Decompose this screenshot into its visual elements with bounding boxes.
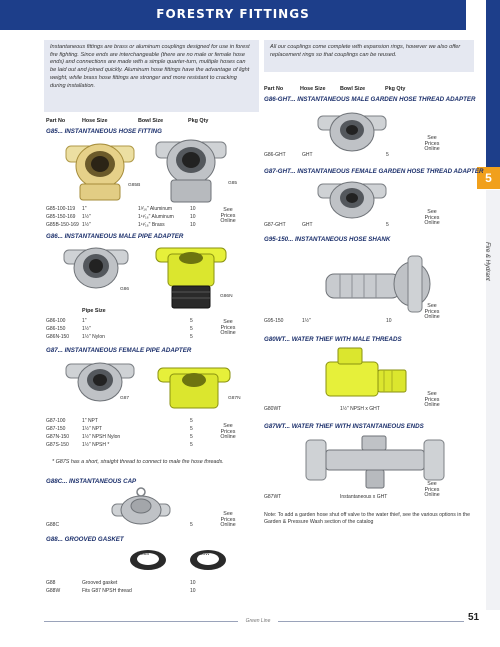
g87-ght-pkg: 5 <box>386 222 389 228</box>
g87wt-see-prices-link[interactable] <box>418 482 446 499</box>
see-prices-line3: Online <box>424 314 440 321</box>
g87-row3-part: G87N-150 <box>46 434 70 440</box>
see-prices-line1: See <box>223 207 233 213</box>
g86-see-prices-link[interactable] <box>214 320 242 337</box>
g85-row3-hose: 1½" <box>82 222 91 228</box>
g80wt-title: G80WT... WATER THIEF WITH MALE THREADS <box>264 336 402 343</box>
see-prices-line2: Prices <box>220 324 236 331</box>
intro-text-left: Instantaneous fittings are brass or aluminum couplings designed for use in forest fire fighting. Since ends are interchangeable (there are no male or female hose ends) and connections are made with a simple quarter-turn, multiple hoses can be laid out and joined quickly. Aluminum hose fittings have the advantage of light weight, while brass hose fittings are stronger and more resistant to cracking during installation. <box>44 40 259 112</box>
side-strip <box>486 0 500 170</box>
g87-row3-size: 1½" NPSH Nylon <box>82 434 121 440</box>
g88c-row-pkg: 5 <box>190 522 193 528</box>
g86-ght-title: G86-GHT... INSTANTANEOUS MALE GARDEN HOSE THREAD ADAPTER <box>264 96 476 103</box>
water-thief-note: Note: To add a garden hose shut off valve to the water thief, see the various options in the Garden & Pressure Wash section of the catalog <box>264 512 470 526</box>
g95-see-prices-link[interactable] <box>418 304 446 321</box>
g87-aluminum-adapter-image <box>62 358 138 412</box>
g85-label: G85 <box>228 181 238 186</box>
g85-row2-bowl: 1¹¹⁄₁₆" Aluminum <box>138 214 174 220</box>
see-prices-line3: Online <box>424 492 440 499</box>
g80wt-water-thief-image <box>322 344 422 402</box>
g87n-label: G87N <box>228 396 241 401</box>
g88-row2-part: G88W <box>46 588 61 594</box>
g85-row1-part: G85-100-119 <box>46 206 76 212</box>
see-prices-line2: Prices <box>220 428 236 435</box>
g88-row1-part: G88 <box>46 580 56 586</box>
header-pkg-qty: Pkg Qty <box>188 118 209 124</box>
g87-title: G87... INSTANTANEOUS FEMALE PIPE ADAPTER <box>46 347 192 354</box>
g87n-nylon-adapter-image <box>154 362 234 414</box>
g86-ght-adapter-image <box>314 108 390 154</box>
g95-part: G95-150 <box>264 318 284 324</box>
g87-row4-size: 1½" NPSH * <box>82 442 110 448</box>
see-prices-line3: Online <box>424 220 440 227</box>
g86-row1-part: G86-100 <box>46 318 66 324</box>
g86-pipe-size-header: Pipe Size <box>82 308 106 314</box>
g86n-label: G86N <box>220 294 233 299</box>
see-prices-line1: See <box>427 391 437 397</box>
g88-title: G88... GROOVED GASKET <box>46 536 124 543</box>
g87-ght-adapter-image <box>314 178 390 222</box>
g86-row1-pkg: 5 <box>190 318 193 324</box>
g86-row2-size: 1½" <box>82 326 91 332</box>
g87-ght-part: G87-GHT <box>264 222 286 228</box>
g87wt-part: G87WT <box>264 494 282 500</box>
g80wt-threads: 1½" NPSH x GHT <box>340 406 380 412</box>
g87-row1-part: G87-100 <box>46 418 66 424</box>
see-prices-line2: Prices <box>220 516 236 523</box>
footer-logo: Green Line <box>238 617 278 625</box>
g80wt-part: G80WT <box>264 406 282 412</box>
g85-row1-pkg: 10 <box>190 206 196 212</box>
g85-row2-hose: 1½" <box>82 214 91 220</box>
see-prices-line3: Online <box>220 218 236 225</box>
g87-see-prices-link[interactable] <box>214 424 242 441</box>
see-prices-line3: Online <box>220 522 236 529</box>
see-prices-line3: Online <box>424 146 440 153</box>
g87-ght-see-prices-link[interactable] <box>418 210 446 227</box>
g85-row2-pkg: 10 <box>190 214 196 220</box>
see-prices-line2: Prices <box>424 486 440 493</box>
page-number: 51 <box>468 612 480 623</box>
g86-row3-pkg: 5 <box>190 334 193 340</box>
see-prices-line3: Online <box>424 402 440 409</box>
g87-row4-pkg: 5 <box>190 442 193 448</box>
g88-row2-pkg: 10 <box>190 588 196 594</box>
see-prices-line1: See <box>427 209 437 215</box>
g95-title: G95-150... INSTANTANEOUS HOSE SHANK <box>264 236 391 243</box>
g87-row1-size: 1" NPT <box>82 418 98 424</box>
right-header-part-no: Part No <box>264 86 284 92</box>
g88-label: G88 <box>140 552 150 557</box>
g87-label: G87 <box>120 396 130 401</box>
see-prices-line1: See <box>427 135 437 141</box>
g86-row1-size: 1" <box>82 318 87 324</box>
g86-row2-pkg: 5 <box>190 326 193 332</box>
see-prices-line2: Prices <box>424 308 440 315</box>
g85-row1-bowl: 1³⁄₁₆" Aluminum <box>138 206 173 212</box>
right-header-pkg-qty: Pkg Qty <box>385 86 406 92</box>
g86-label: G86 <box>120 287 130 292</box>
see-prices-line2: Prices <box>424 396 440 403</box>
g86-row3-part: G86N-150 <box>46 334 70 340</box>
g85-row3-part: G85B-150-169 <box>46 222 79 228</box>
g85-row2-part: G85-150-169 <box>46 214 76 220</box>
g95-pkg: 10 <box>386 318 392 324</box>
g88c-cap-image <box>110 486 172 528</box>
g87-row3-pkg: 5 <box>190 434 193 440</box>
g87-ght-title: G87-GHT... INSTANTANEOUS FEMALE GARDEN HOSE THREAD ADAPTER <box>264 168 484 175</box>
g87wt-title: G87WT... WATER THIEF WITH INSTANTANEOUS ENDS <box>264 423 424 430</box>
g85-row3-bowl: 1¹¹⁄₁₆" Brass <box>138 222 165 228</box>
g88w-gasket-image <box>188 546 228 572</box>
see-prices-line1: See <box>223 511 233 517</box>
see-prices-line2: Prices <box>424 214 440 221</box>
see-prices-line2: Prices <box>220 212 236 219</box>
g88-row2-desc: Fits G87 NPSH thread <box>82 588 132 594</box>
g88-row1-pkg: 10 <box>190 580 196 586</box>
g85b-brass-fitting-image <box>60 138 140 204</box>
see-prices-line3: Online <box>220 434 236 441</box>
see-prices-line2: Prices <box>424 140 440 147</box>
g87-row4-part: G87S-150 <box>46 442 69 448</box>
g95-hose: 1½" <box>302 318 311 324</box>
g85-aluminum-fitting-image <box>150 134 232 206</box>
see-prices-line3: Online <box>220 330 236 337</box>
g87-ght-hose: GHT <box>302 222 313 228</box>
right-header-bowl-size: Bowl Size <box>340 86 366 92</box>
g85b-label: G85B <box>128 183 141 188</box>
g87s-note: * G87S has a short, straight thread to connect to male fire hose threads. <box>52 459 224 465</box>
g85-row3-pkg: 10 <box>190 222 196 228</box>
g88c-row-part: G88C <box>46 522 60 528</box>
g88w-label: G88W <box>196 552 210 557</box>
g86-ght-see-prices-link[interactable] <box>418 136 446 153</box>
header-part-no: Part No <box>46 118 66 124</box>
see-prices-line1: See <box>427 481 437 487</box>
g87-row1-pkg: 5 <box>190 418 193 424</box>
see-prices-line1: See <box>427 303 437 309</box>
g86-ght-pkg: 5 <box>386 152 389 158</box>
right-header-hose-size: Hose Size <box>300 86 326 92</box>
g87wt-ends: Instantaneous x GHT <box>340 494 388 500</box>
g86-ght-hose: GHT <box>302 152 313 158</box>
section-tab[interactable]: 5 <box>477 167 500 189</box>
page-title: FORESTRY FITTINGS <box>156 7 310 21</box>
g85-see-prices-link[interactable] <box>214 208 242 225</box>
g86-ght-part: G86-GHT <box>264 152 286 158</box>
g86-row2-part: G86-150 <box>46 326 66 332</box>
intro-text-right: All our couplings come complete with expansion rings, however we also offer replacement rings so that couplings can be reused. <box>264 40 474 72</box>
g86-row3-size: 1½" Nylon <box>82 334 105 340</box>
g87-row2-part: G87-150 <box>46 426 66 432</box>
see-prices-line1: See <box>223 423 233 429</box>
g86-title: G86... INSTANTANEOUS MALE PIPE ADAPTER <box>46 233 184 240</box>
g85-row1-hose: 1" <box>82 206 87 212</box>
g87-row2-pkg: 5 <box>190 426 193 432</box>
g88-gasket-image <box>128 546 168 572</box>
g80wt-see-prices-link[interactable] <box>418 392 446 409</box>
g85-title: G85... INSTANTANEOUS HOSE FITTING <box>46 128 162 135</box>
header-bowl-size: Bowl Size <box>138 118 164 124</box>
g88c-see-prices-link[interactable] <box>214 512 242 529</box>
g88-row1-desc: Grooved gasket <box>82 580 118 586</box>
section-vertical-label: Fire & Hydrant <box>484 242 490 281</box>
g86n-nylon-adapter-image <box>150 242 232 312</box>
header-hose-size: Hose Size <box>82 118 108 124</box>
g87-row2-size: 1½" NPT <box>82 426 103 432</box>
see-prices-line1: See <box>223 319 233 325</box>
g88c-title: G88C... INSTANTANEOUS CAP <box>46 478 137 485</box>
